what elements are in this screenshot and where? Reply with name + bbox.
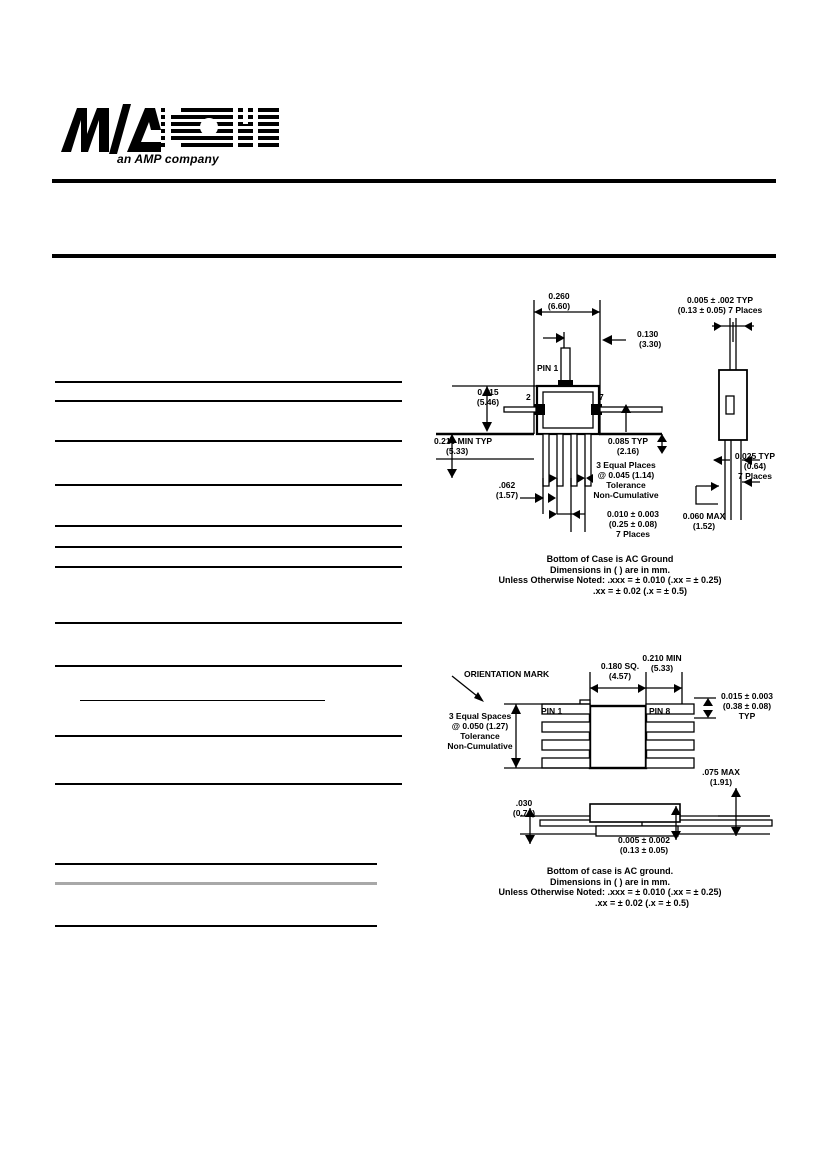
pin-1-label-bottom: PIN 1 bbox=[541, 706, 563, 716]
table-row bbox=[55, 863, 377, 865]
table-row bbox=[55, 622, 402, 624]
header-rule-bottom bbox=[52, 254, 776, 258]
pin-8-label: PIN 8 bbox=[649, 706, 671, 716]
table-row bbox=[55, 735, 402, 737]
dim-width-top: 0.260 (6.60) bbox=[547, 291, 571, 311]
dim-lead-thickness-side: 0.005 ± .002 TYP (0.13 ± 0.05) 7 Places bbox=[677, 295, 763, 315]
table-row bbox=[55, 484, 402, 486]
dim-pin-pitch: 0.085 TYP (2.16) bbox=[607, 436, 649, 456]
table-row bbox=[55, 381, 402, 383]
table-row bbox=[55, 566, 402, 568]
orientation-mark-label: ORIENTATION MARK bbox=[464, 669, 550, 679]
dim-lead-width: 0.015 ± 0.003 (0.38 ± 0.08) TYP bbox=[721, 691, 773, 721]
note-equal-spaces: 3 Equal Spaces @ 0.050 (1.27) Tolerance Non-Cumulative bbox=[447, 711, 513, 751]
dim-seating: .030 (0.76) bbox=[512, 798, 536, 818]
dim-lead-width-side: 0.025 TYP (0.64) 7 Places bbox=[734, 451, 776, 481]
table-row bbox=[55, 783, 402, 785]
drawing-top-notes: Bottom of Case is AC Ground Dimensions in ( ) are in mm. Unless Otherwise Noted: .xxx = ± 0.010 (.xx = ± 0.25) .xx = ± 0.02 (.x = ± 0.5) bbox=[498, 554, 722, 596]
dim-body-thickness: 0.060 MAX (1.52) bbox=[682, 511, 726, 531]
dim-lead-offset: 0.130 (3.30) bbox=[637, 329, 662, 349]
dim-profile-height: .075 MAX (1.91) bbox=[702, 767, 740, 787]
dim-standoff: 0.210 MIN TYP (5.33) bbox=[434, 436, 493, 456]
table-row bbox=[55, 665, 402, 667]
table-row bbox=[55, 546, 402, 548]
table-row bbox=[55, 525, 402, 527]
note-equal-places: 3 Equal Places @ 0.045 (1.14) Tolerance Non-Cumulative bbox=[593, 460, 659, 500]
pin-7-label: 7 bbox=[599, 392, 604, 402]
table-subrow bbox=[80, 700, 325, 701]
table-row bbox=[55, 440, 402, 442]
dim-body-height: 0.215 (5.46) bbox=[476, 387, 500, 407]
table-row bbox=[55, 400, 402, 402]
table-row-divider bbox=[55, 882, 377, 885]
header-rule-top bbox=[52, 179, 776, 183]
dim-lead-spacing: .062 (1.57) bbox=[495, 480, 519, 500]
dim-lead-thickness: 0.010 ± 0.003 (0.25 ± 0.08) 7 Places bbox=[607, 509, 659, 539]
dim-body-square: 0.180 SQ. (4.57) bbox=[600, 661, 640, 681]
drawing-bottom-notes: Bottom of case is AC ground. Dimensions in ( ) are in mm. Unless Otherwise Noted: .xxx = ± 0.010 (.xx = ± 0.25) .xx = ± 0.02 (.x = ± 0.5) bbox=[498, 866, 722, 908]
pin-2-label: 2 bbox=[526, 392, 531, 402]
dim-lead-thickness-bottom: 0.005 ± 0.002 (0.13 ± 0.05) bbox=[618, 835, 670, 855]
logo-tagline: an AMP company bbox=[117, 152, 219, 166]
dim-overall: 0.210 MIN (5.33) bbox=[642, 653, 682, 673]
table-row bbox=[55, 925, 377, 927]
ma-com-logo bbox=[57, 104, 287, 166]
pin-1-label-top: PIN 1 bbox=[537, 363, 559, 373]
